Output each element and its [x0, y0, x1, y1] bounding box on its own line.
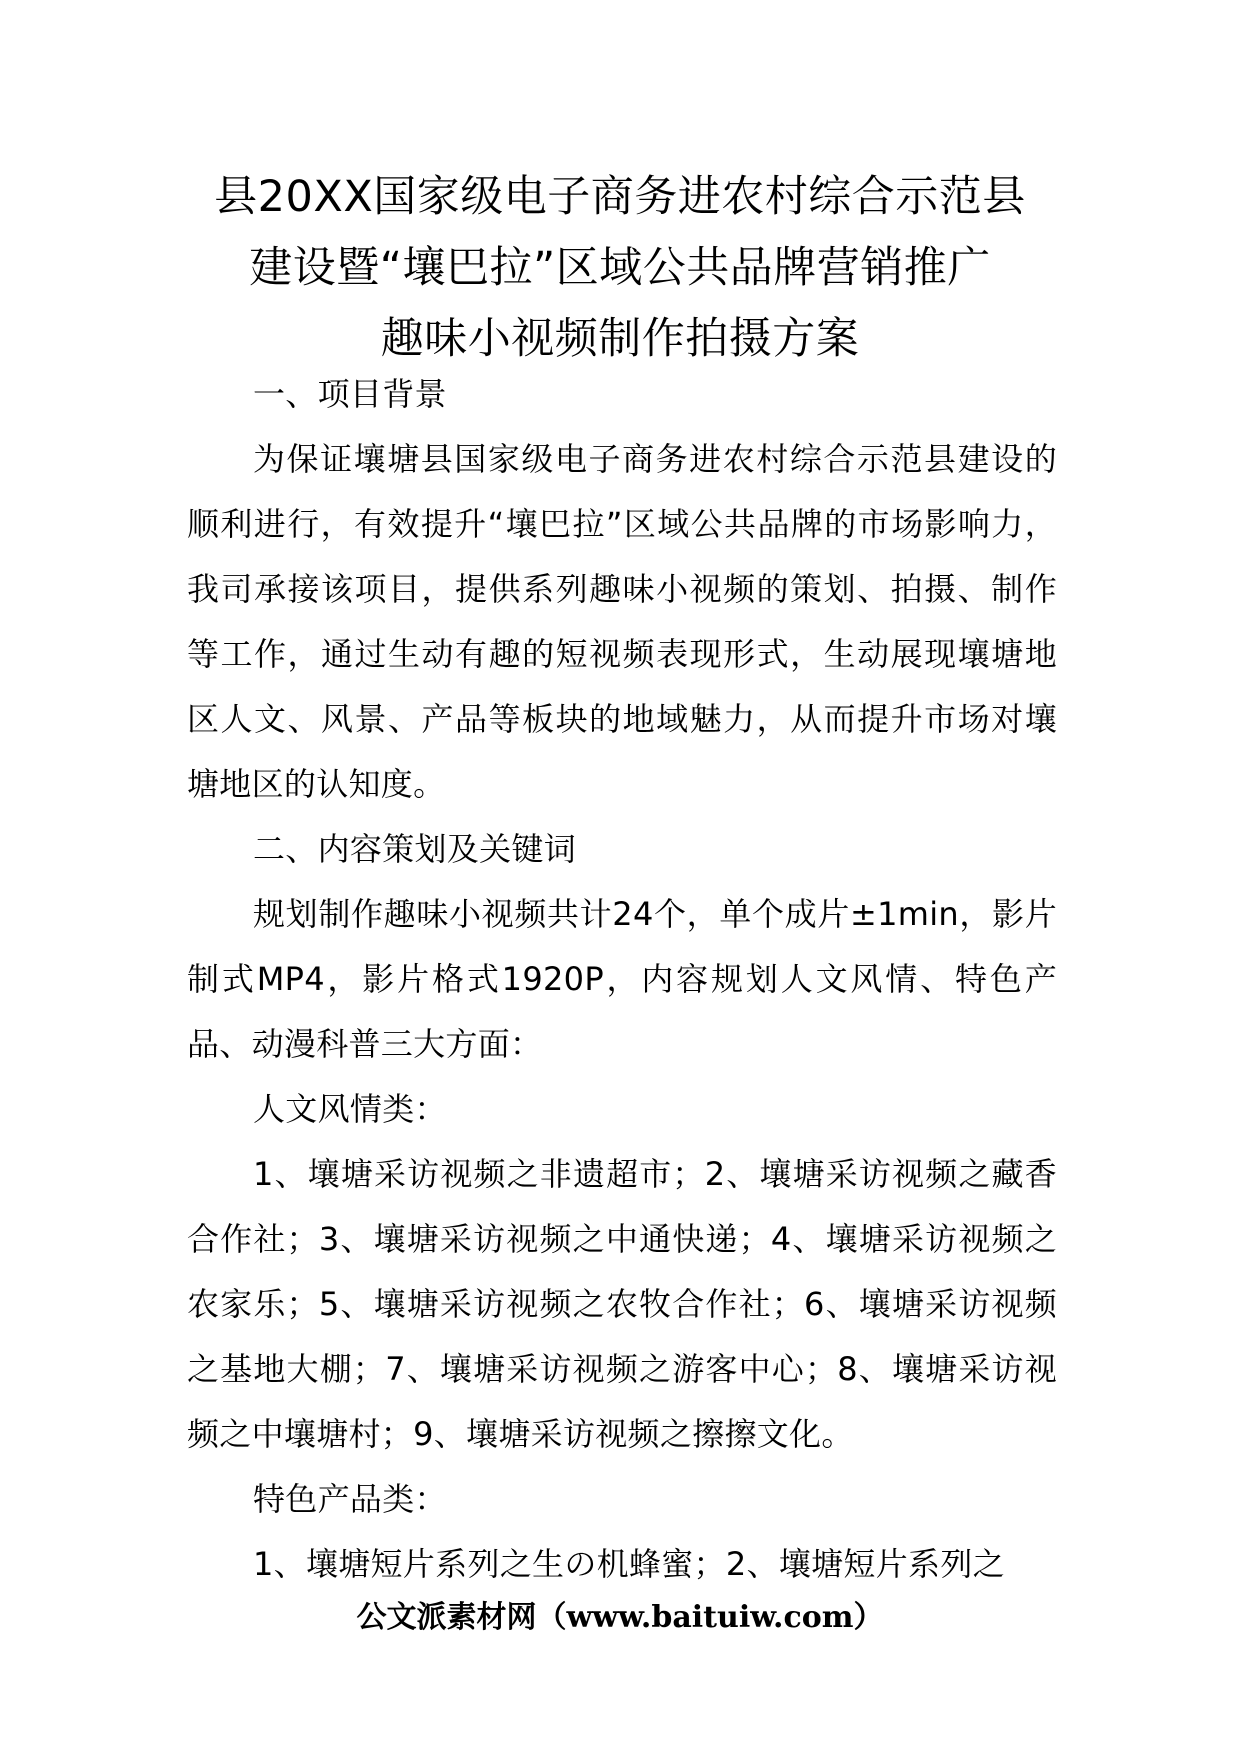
title-line: 趣味小视频制作拍摄方案	[380, 314, 860, 364]
title-line: 建设暨“壤巴拉”区域公共品牌营销推广	[249, 243, 991, 293]
title-line: 县20XX国家级电子商务进农村综合示范县	[214, 172, 1026, 222]
document-title	[150, 162, 1090, 375]
subheading-products: 特色产品类：	[253, 1480, 447, 1518]
section-heading-background: 一、项目背景	[253, 375, 447, 413]
footer-watermark: 公文派素材网（www.baituiw.com）	[356, 1600, 884, 1635]
paragraph-culture-list: 1、壤塘采访视频之非遗超市；2、壤塘采访视频之藏香合作社；3、壤塘采访视频之中通快递；4、壤塘采访视频之农家乐；5、壤塘采访视频之农牧合作社；6、壤塘采访视频之基地大棚；7、壤塘采访视频之游客中心；8、壤塘采访视频之中壤塘村；9、壤塘采访视频之擦擦文化。	[187, 1155, 1057, 1453]
paragraph-content-plan: 规划制作趣味小视频共计24个，单个成片±1min，影片制式MP4，影片格式1920P，内容规划人文风情、特色产品、动漫科普三大方面：	[187, 895, 1057, 1063]
paragraph-background: 为保证壤塘县国家级电子商务进农村综合示范县建设的顺利进行，有效提升“壤巴拉”区域公共品牌的市场影响力，我司承接该项目，提供系列趣味小视频的策划、拍摄、制作等工作，通过生动有趣的短视频表现形式，生动展现壤塘地区人文、风景、产品等板块的地域魅力，从而提升市场对壤塘地区的认知度。	[187, 440, 1057, 803]
section-heading-content-plan: 二、内容策划及关键词	[253, 830, 577, 868]
paragraph-products-list: 1、壤塘短片系列之生の机蜂蜜；2、壤塘短片系列之	[253, 1545, 1005, 1583]
subheading-culture: 人文风情类：	[253, 1090, 447, 1128]
document-body	[187, 362, 1057, 1597]
